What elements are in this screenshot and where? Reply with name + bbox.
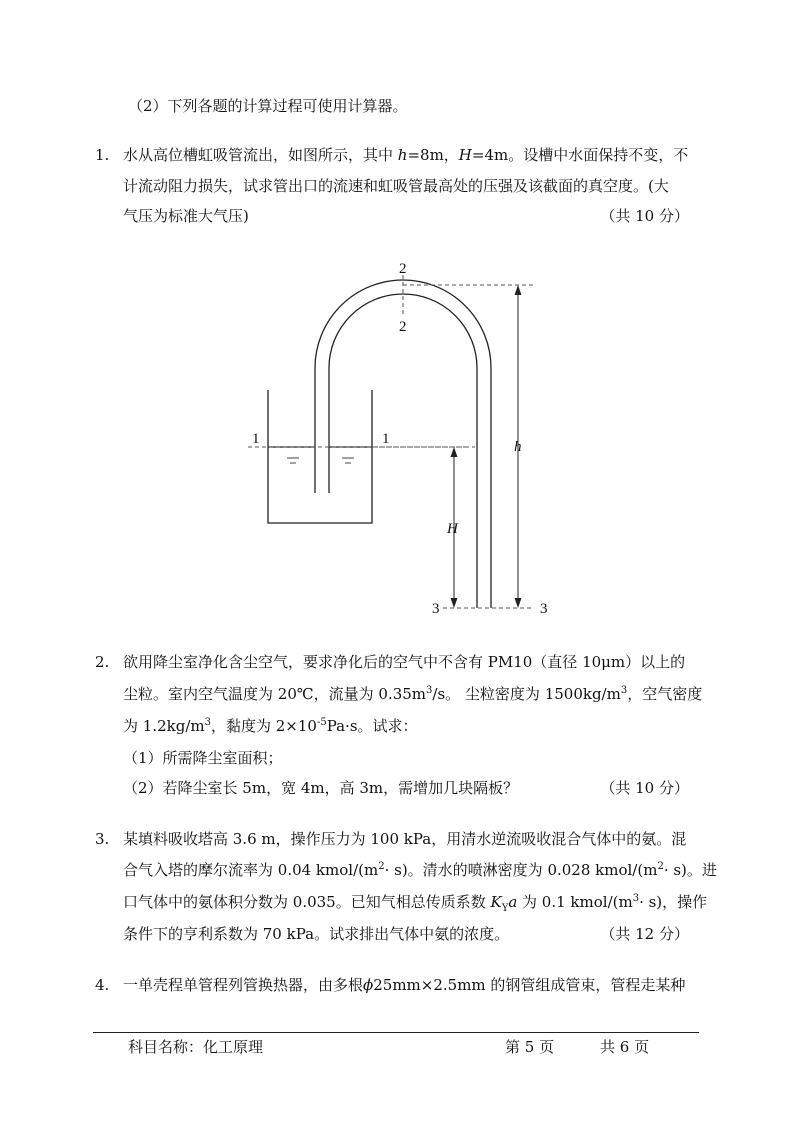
question-1-line-3: 气压为标准大气压) — [123, 207, 249, 225]
q2-l3-sup2: -5 — [316, 717, 327, 728]
label-3-right: 3 — [540, 601, 548, 615]
footer-divider — [93, 1032, 699, 1033]
footer-page-number: 第 5 页 — [505, 1038, 555, 1056]
question-2-score: （共 10 分） — [600, 779, 689, 797]
q3-Y-subscript: Y — [501, 903, 509, 914]
question-4-line-1 — [123, 975, 685, 995]
q1-text-a: 水从高位槽虹吸管流出，如图所示，其中 — [123, 146, 398, 164]
q4-l1-a: 一单壳程单管程列管换热器，由多根 — [123, 976, 364, 994]
label-1-left: 1 — [252, 431, 260, 447]
H-symbol: H — [458, 146, 472, 164]
q2-l2-b: /s。 尘粒密度为 1500kg/m — [432, 685, 621, 703]
siphon-diagram — [0, 255, 793, 615]
H-value: =4m。设槽中水面保持不变，不 — [471, 146, 689, 164]
q3-l2-sup2: 2 — [657, 861, 664, 872]
q2-l2-a: 尘粒。室内空气温度为 20℃，流量为 0.35m — [123, 685, 427, 703]
question-1-line-2: 计流动阻力损失，试求管出口的流速和虹吸管最高处的压强及该截面的真空度。(大 — [123, 177, 669, 195]
q3-a-symbol: a — [508, 893, 518, 911]
question-3-line-4: 条件下的亨利系数为 70 kPa。试求排出气体中氨的浓度。 — [123, 925, 510, 943]
q3-l2-b: · s)。清水的喷淋密度为 0.028 kmol/(m — [384, 861, 658, 879]
question-3-line-3 — [123, 892, 707, 912]
q3-l3-a: 口气体中的氨体积分数为 0.035。已知气相总传质系数 — [123, 893, 491, 911]
q3-K-symbol: K — [490, 893, 502, 911]
question-2-number: 2. — [95, 653, 110, 671]
q2-l3-sup1: 3 — [204, 717, 211, 728]
phi-symbol: ϕ — [363, 976, 374, 994]
question-4-number: 4. — [95, 976, 110, 994]
h-symbol: h — [397, 146, 408, 164]
question-3-line-2 — [123, 860, 717, 880]
question-2-sub-2: （2）若降尘室长 5m，宽 4m，高 3m，需增加几块隔板？ — [123, 779, 519, 797]
label-2-bottom: 2 — [399, 319, 407, 335]
q2-l2-sup2: 3 — [620, 685, 628, 696]
tank-outline — [268, 390, 372, 523]
label-H: H — [447, 521, 458, 537]
q2-l3-c: Pa·s。试求： — [326, 717, 418, 735]
question-2-line-3 — [123, 716, 418, 736]
calculator-note: （2）下列各题的计算过程可使用计算器。 — [128, 97, 408, 115]
question-1-line-1 — [123, 145, 688, 165]
label-3-left: 3 — [432, 601, 440, 615]
q3-l3-b: 为 0.1 kmol/(m — [517, 893, 633, 911]
q3-l2-sup1: 2 — [378, 861, 385, 872]
q3-l3-c: · s)，操作 — [639, 893, 708, 911]
question-2-line-2 — [123, 684, 702, 704]
label-h: h — [514, 439, 522, 455]
question-3-number: 3. — [95, 830, 110, 848]
h-value: =8m， — [407, 146, 459, 164]
question-3-line-1: 某填料吸收塔高 3.6 m，操作压力为 100 kPa，用清水逆流吸收混合气体中的氨。混 — [123, 830, 687, 848]
q2-l2-c: ，空气密度 — [627, 685, 703, 703]
q3-l2-a: 合气入塔的摩尔流率为 0.04 kmol/(m — [123, 861, 379, 879]
question-2-sub-1: （1）所需降尘室面积； — [123, 749, 283, 767]
q2-l2-sup1: 3 — [426, 685, 433, 696]
question-2-line-1: 欲用降尘室净化含尘空气，要求净化后的空气中不含有 PM10（直径 10μm）以上的 — [123, 653, 686, 671]
footer-total-pages: 共 6 页 — [600, 1038, 650, 1056]
question-1-number: 1. — [95, 146, 110, 164]
label-1-right: 1 — [382, 431, 390, 447]
q2-l3-b: ，黏度为 2×10 — [210, 717, 317, 735]
question-1-score: （共 10 分） — [600, 207, 689, 225]
question-3-score: （共 12 分） — [600, 925, 689, 943]
footer-subject: 科目名称：化工原理 — [128, 1038, 264, 1056]
q4-l1-b: 25mm×2.5mm 的钢管组成管束，管程走某种 — [373, 976, 686, 994]
q2-l3-a: 为 1.2kg/m — [123, 717, 205, 735]
label-2-top: 2 — [399, 261, 407, 277]
q3-l2-c: · s)。进 — [663, 861, 717, 879]
q3-l3-sup: 3 — [632, 893, 640, 904]
